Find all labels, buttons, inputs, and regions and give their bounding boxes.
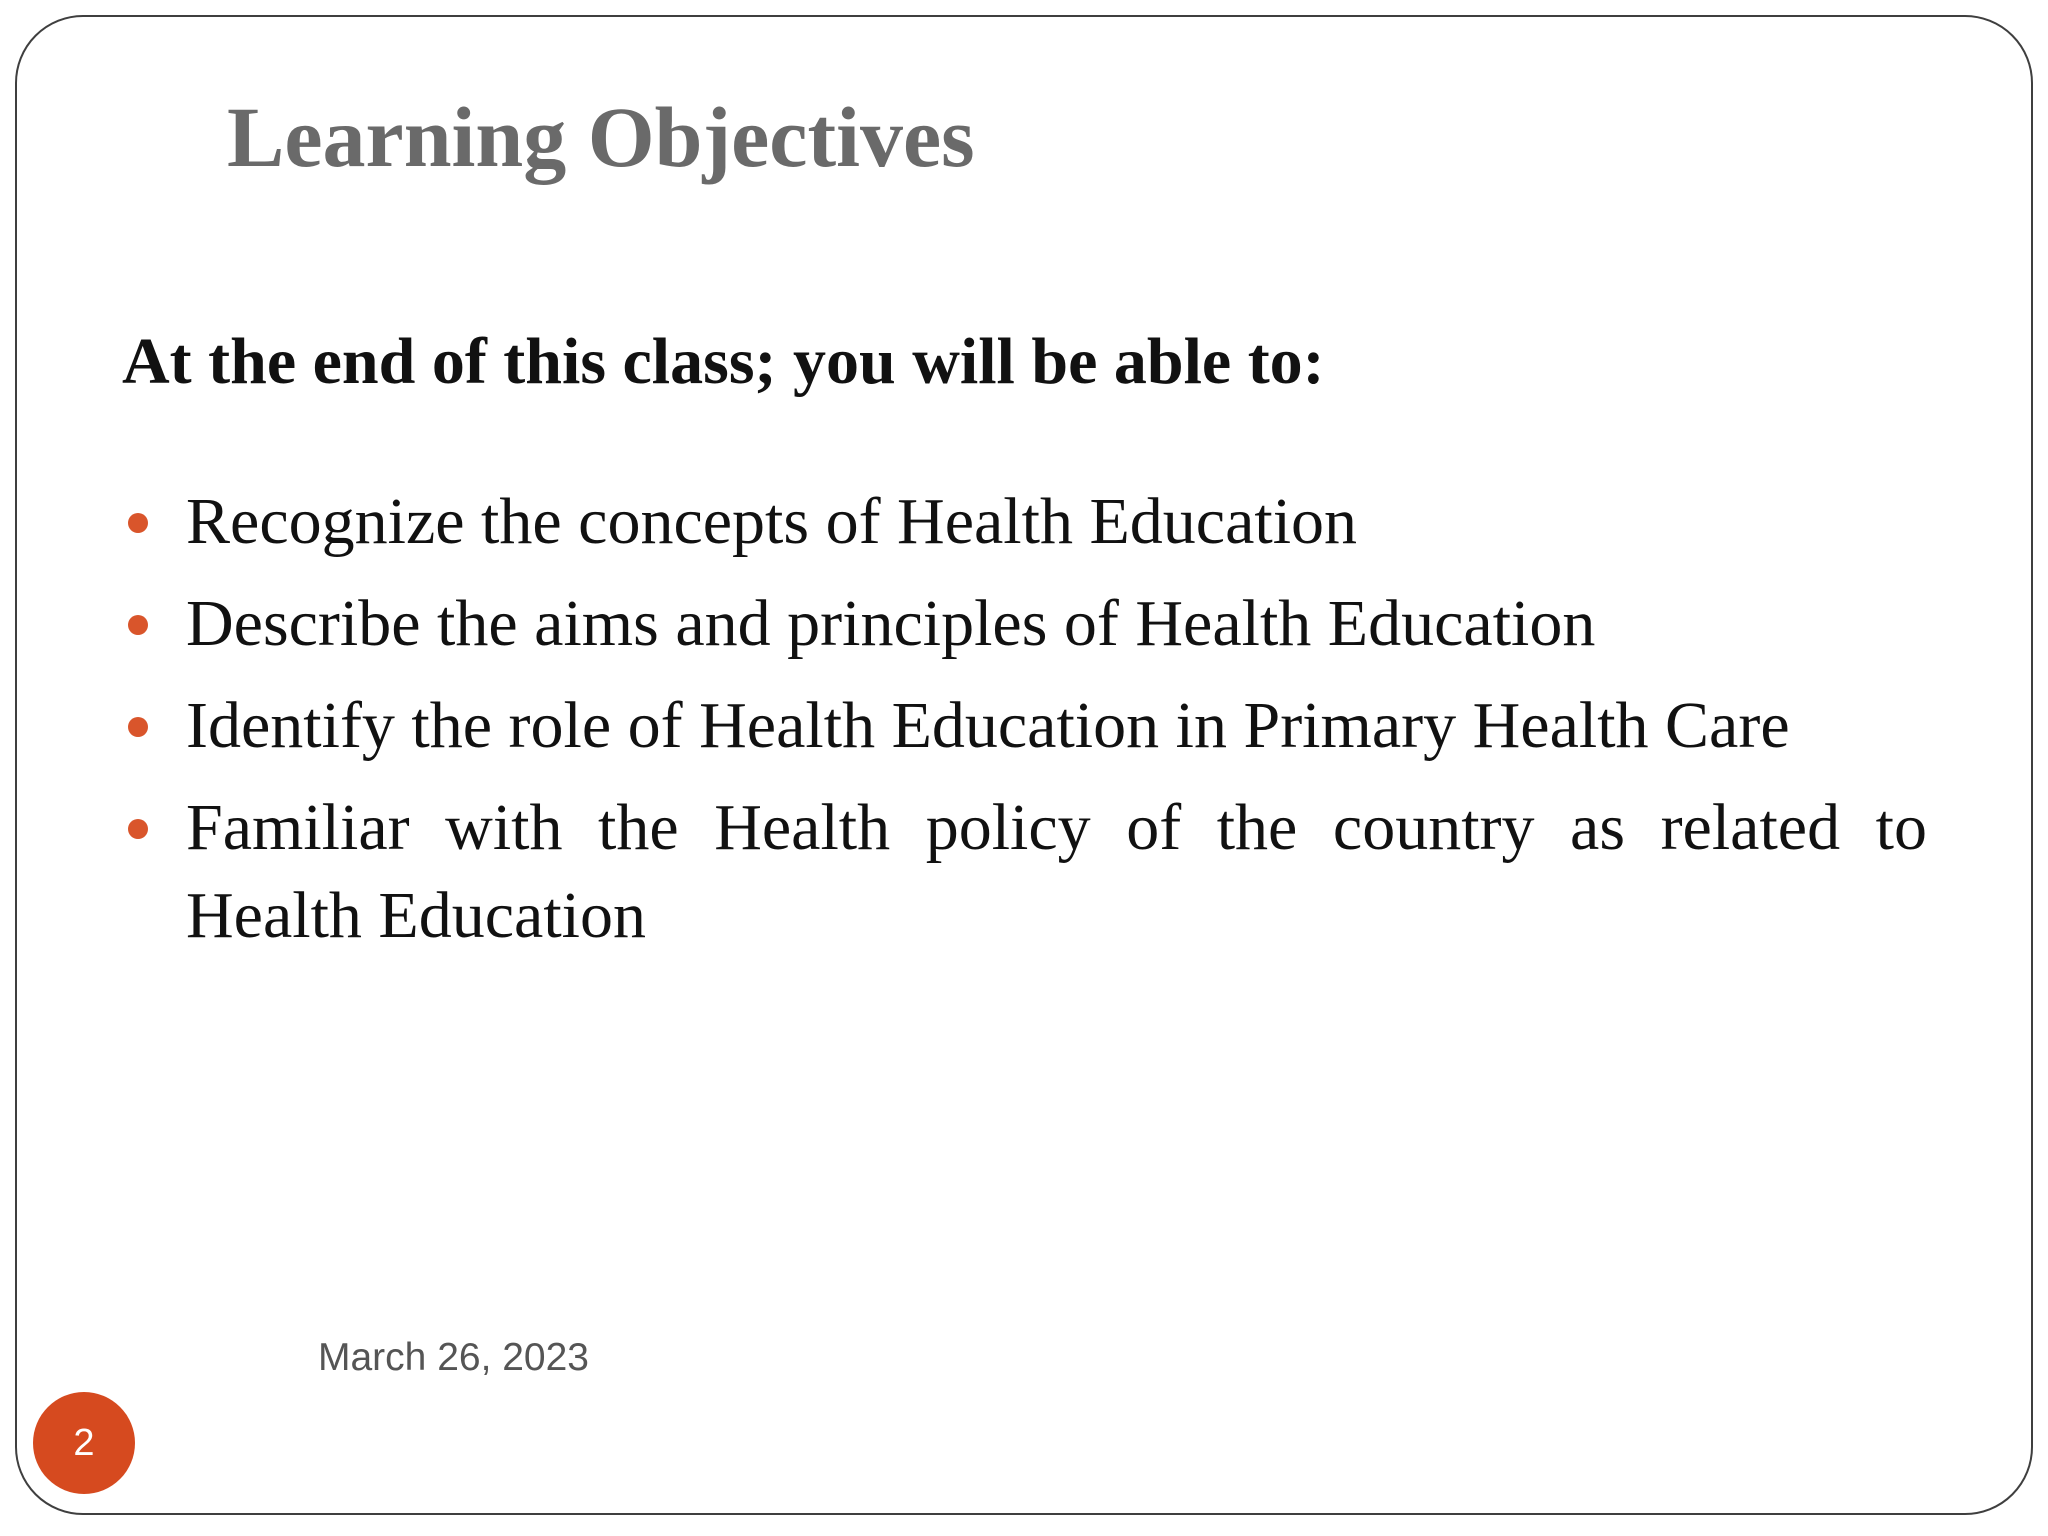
- objective-text: Familiar with the Health policy of the country as related to Health Education: [186, 791, 1927, 952]
- bullet-dot-icon: [128, 513, 148, 533]
- objective-text: Describe the aims and principles of Health Education: [186, 587, 1596, 660]
- objective-item: [122, 580, 1927, 668]
- objective-text: Recognize the concepts of Health Education: [186, 485, 1358, 558]
- slide-title: Learning Objectives: [227, 89, 975, 185]
- page-number-badge: 2: [33, 1392, 135, 1494]
- objective-item: [122, 478, 1927, 566]
- bullet-dot-icon: [128, 819, 148, 839]
- objective-item: [122, 682, 1927, 770]
- objectives-list: [122, 478, 1927, 974]
- objective-item: [122, 784, 1927, 960]
- bullet-dot-icon: [128, 615, 148, 635]
- objective-text: Identify the role of Health Education in Primary Health Care: [186, 689, 1790, 762]
- intro-text: At the end of this class; you will be able to:: [122, 325, 1325, 398]
- slide-date: March 26, 2023: [318, 1336, 590, 1379]
- bullet-dot-icon: [128, 717, 148, 737]
